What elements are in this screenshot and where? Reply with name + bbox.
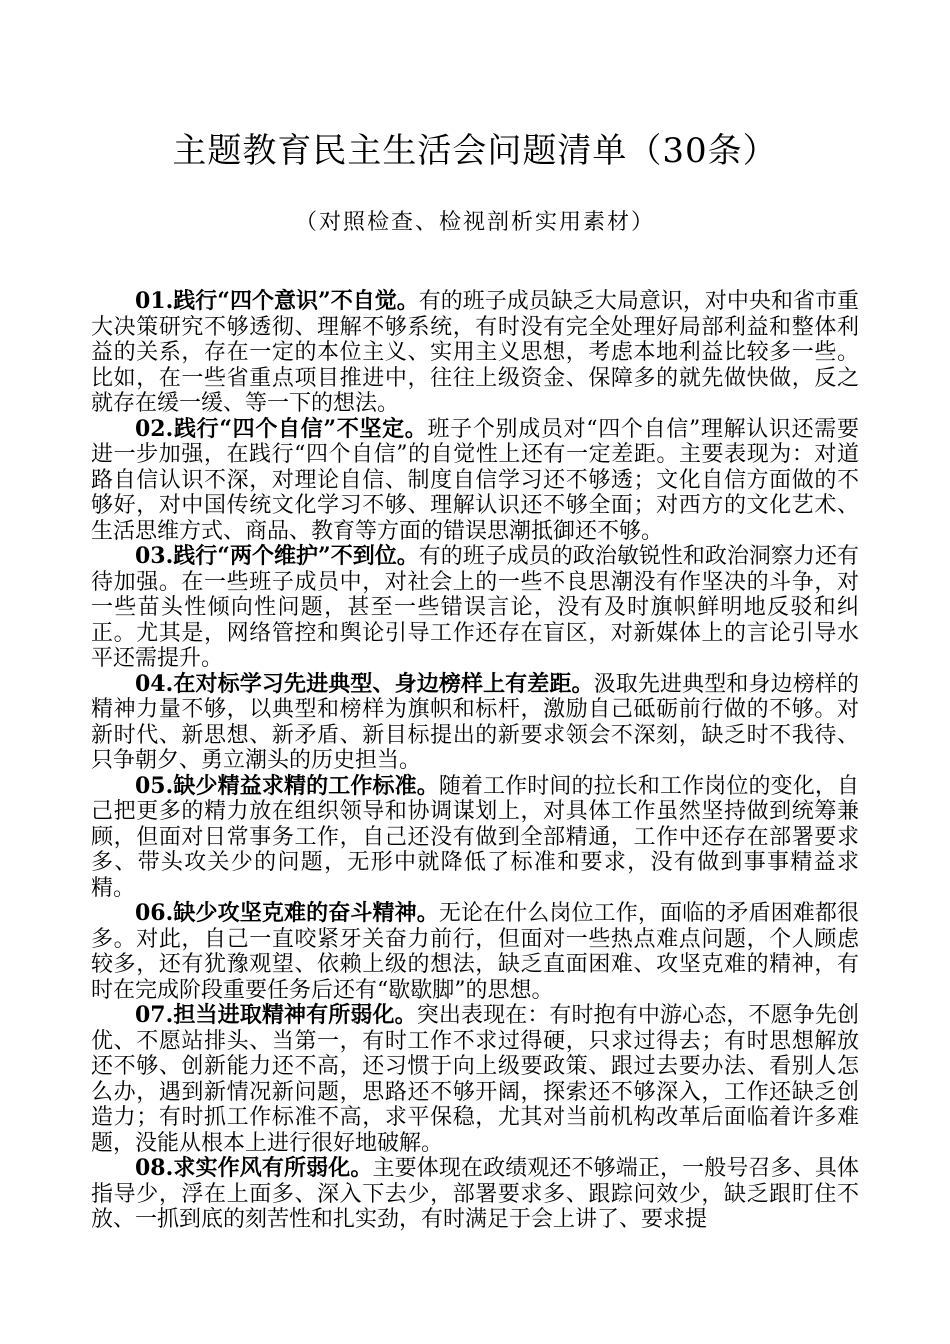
document-subtitle: （对照检查、检视剖析实用素材） — [294, 210, 655, 235]
issue-item-02 — [91, 417, 859, 545]
issue-item-05 — [91, 774, 859, 902]
issue-text: 有的班子成员缺乏大局意识，对中央和省市重大决策研究不够透彻、理解不够系统，有时没有完全处理好局部利益和整体利益的关系，存在一定的本位主义、实用主义思想，考虑本地利益比较多一些。比如，在一些省重点项目推进中，往往上级资金、保障多的就先做快做，反之就存在缓一缓、等一下的想法。 — [91, 289, 859, 416]
issue-text: 突出表现在：有时抱有中游心态，不愿争先创优、不愿站排头、当第一，有时工作不求过得硬，只求过得去；有时思想解放还不够、创新能力还不高，还习惯于向上级要政策、跟过去要办法、看别人怎么办，遇到新情况新问题，思路还不够开阔，探索还不够深入，工作还缺乏创造力；有时抓工作标准不高，求平保稳，尤其对当前机构改革后面临着许多难题，没能从根本上进行很好地破解。 — [91, 1003, 859, 1156]
issue-text: 汲取先进典型和身边榜样的精神力量不够，以典型和榜样为旗帜和标杆，激励自己砥砺前行做的不够。对新时代、新思想、新矛盾、新目标提出的新要求领会不深刻，缺乏时不我待、只争朝夕、勇立潮头的历史担当。 — [91, 671, 859, 773]
issue-item-08 — [91, 1156, 859, 1233]
issue-text: 班子个别成员对“四个自信”理解认识还需要进一步加强，在践行“四个自信”的自觉性上还有一定差距。主要表现为：对道路自信认识不深，对理论自信、制度自信学习还不够透；文化自信方面做的不够好，对中国传统文化学习不够、理解认识还不够全面；对西方的文化艺术、生活思维方式、商品、教育等方面的错误思潮抵御还不够。 — [91, 416, 859, 544]
issue-heading: 02.践行“四个自信”不坚定。 — [135, 415, 428, 442]
issue-item-06 — [91, 901, 859, 1003]
issue-heading: 01.践行“四个意识”不自觉。 — [135, 288, 419, 314]
issue-heading: 07.担当进取精神有所弱化。 — [135, 1002, 417, 1028]
issue-item-03 — [91, 544, 859, 672]
issue-heading: 04.在对标学习先进典型、身边榜样上有差距。 — [135, 670, 594, 697]
issue-item-01 — [91, 289, 859, 417]
issue-text: 有的班子成员的政治敏锐性和政治洞察力还有待加强。在一些班子成员中，对社会上的一些不良思潮没有作坚决的斗争，对一些苗头性倾向性问题，甚至一些错误言论，没有及时旗帜鲜明地反驳和纠正。尤其是，网络管控和舆论引导工作还存在盲区，对新媒体上的言论引导水平还需提升。 — [91, 544, 859, 671]
issue-heading: 08.求实作风有所弱化。 — [135, 1155, 373, 1181]
issue-heading: 05.缺少精益求精的工作标准。 — [135, 772, 439, 799]
issue-text: 主要体现在政绩观还不够端正，一般号召多、具体指导少，浮在上面多、深入下去少，部署要求多、跟踪问效少，缺乏跟盯住不放、一抓到底的刻苦性和扎实劲，有时满足于会上讲了、要求提 — [91, 1156, 859, 1232]
issue-item-04 — [91, 672, 859, 774]
issue-heading: 03.践行“两个维护”不到位。 — [135, 543, 419, 569]
document-body — [91, 289, 859, 1233]
issue-heading: 06.缺少攻坚克难的奋斗精神。 — [135, 900, 439, 926]
issue-text: 随着工作时间的拉长和工作岗位的变化，自己把更多的精力放在组织领导和协调谋划上，对具体工作虽然坚持做到统筹兼顾，但面对日常事务工作，自己还没有做到全部精通，工作中还存在部署要求多、带头攻关少的问题，无形中就降低了标准和要求，没有做到事事精益求精。 — [91, 773, 859, 901]
document-title: 主题教育民主生活会问题清单（30条） — [172, 131, 778, 171]
issue-item-07 — [91, 1003, 859, 1156]
issue-text: 无论在什么岗位工作，面临的矛盾困难都很多。对此，自己一直咬紧牙关奋力前行，但面对一些热点难点问题，个人顾虑较多，还有犹豫观望、依赖上级的想法，缺乏直面困难、攻坚克难的精神，有时在完成阶段重要任务后还有“歇歇脚”的思想。 — [91, 901, 859, 1003]
